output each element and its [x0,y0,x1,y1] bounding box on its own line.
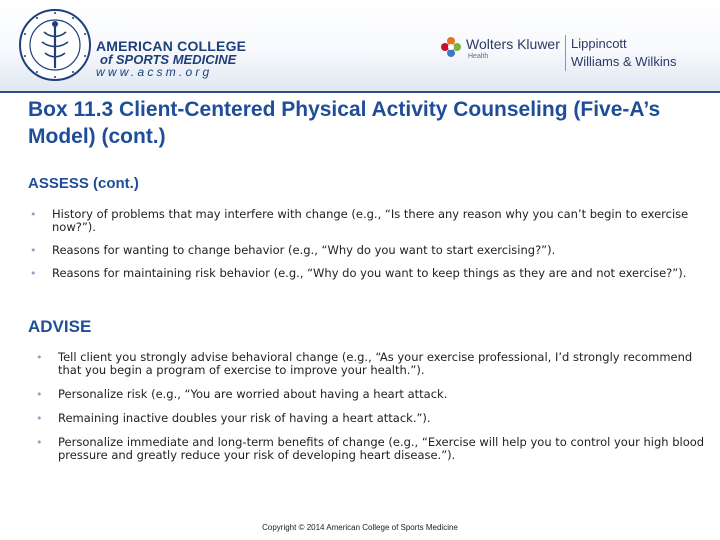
list-item [30,244,695,257]
copyright-footer: Copyright © 2014 American College of Sports Medicine [262,523,458,532]
bullet-marker: • [36,351,43,364]
bullet-text: Tell client you strongly advise behavioral change (e.g., “As your exercise professional, I’d strongly recommend that you begin a program of exercise to improve your health.”). [58,350,693,377]
bullet-text: Remaining inactive doubles your risk of having a heart attack.”). [58,411,431,425]
acsm-website: www.acsm.org [96,65,213,79]
assess-bullet-list [30,208,695,290]
wolters-kluwer-logo-icon [440,36,462,58]
acsm-name-line2: of SPORTS MEDICINE [100,52,237,67]
bullet-marker: • [36,388,43,401]
section-heading-assess: ASSESS (cont.) [28,175,139,192]
bullet-marker: • [30,267,37,280]
bullet-text: History of problems that may interfere with change (e.g., “Is there any reason why you can’t begin to exercise now?”). [52,207,689,234]
bullet-text: Personalize risk (e.g., “You are worried about having a heart attack. [58,387,448,401]
wolters-kluwer-name: Wolters Kluwer [466,36,560,52]
slide-header [0,0,720,92]
list-item [30,267,695,280]
acsm-seal-icon [18,8,92,82]
bullet-text: Personalize immediate and long-term benefits of change (e.g., “Exercise will help you to control your high blood pressure and greatly reduce your risk of developing heart disease.”). [58,435,705,462]
bullet-marker: • [36,412,43,425]
header-divider [0,91,720,93]
bullet-text: Reasons for maintaining risk behavior (e.g., “Why do you want to keep things as they are and not exercise?”). [52,266,687,280]
lww-name-line1: Lippincott [571,36,627,51]
bullet-marker: • [30,244,37,257]
list-item [36,351,706,377]
logo-divider [565,35,566,71]
list-item [36,412,706,425]
list-item [30,208,695,234]
lww-name-line2: Williams & Wilkins [571,54,677,69]
advise-bullet-list [36,351,706,473]
wolters-kluwer-sub: Health [468,53,489,60]
bullet-marker: • [30,208,37,221]
section-heading-advise: ADVISE [28,317,92,336]
slide-title: Box 11.3 Client-Centered Physical Activity Counseling (Five-A’s Model) (cont.) [28,98,661,148]
bullet-text: Reasons for wanting to change behavior (e.g., “Why do you want to start exercising?”). [52,243,556,257]
bullet-marker: • [36,436,43,449]
acsm-name-line1: AMERICAN COLLEGE [96,38,247,54]
list-item [36,436,706,462]
list-item [36,388,706,401]
